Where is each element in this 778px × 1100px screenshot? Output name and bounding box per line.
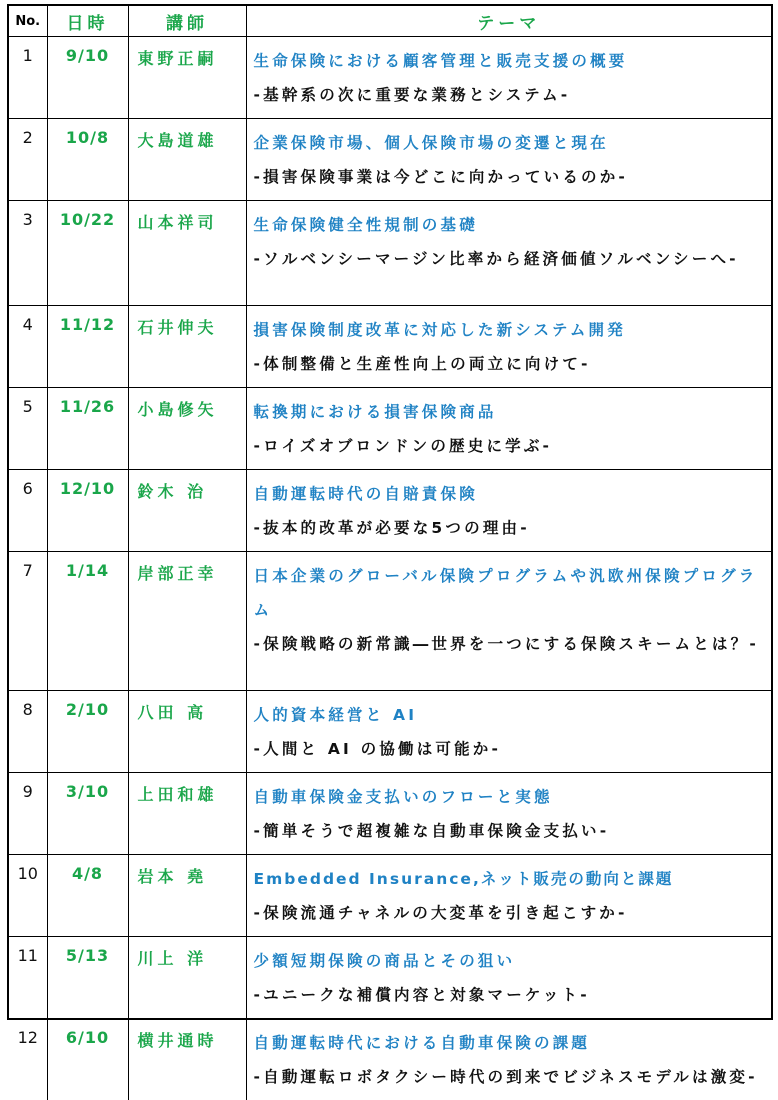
row-date: 10/22	[47, 201, 128, 306]
table-row	[9, 552, 771, 691]
row-theme	[246, 937, 771, 1019]
theme-title: 転換期における損害保険商品	[254, 395, 766, 429]
theme-subtitle: -保険戦略の新常識―世界を一つにする保険スキームとは？-	[254, 627, 766, 661]
table-row	[9, 1019, 771, 1100]
theme-title: Embedded Insurance,ネット販売の動向と課題	[254, 862, 766, 896]
row-lecturer: 山本祥司	[128, 201, 246, 306]
table-row	[9, 306, 771, 388]
theme-title: 損害保険制度改革に対応した新システム開発	[254, 313, 766, 347]
theme-title: 企業保険市場、個人保険市場の変遷と現在	[254, 126, 766, 160]
theme-title: 自動運転時代における自動車保険の課題	[254, 1026, 766, 1060]
row-lecturer: 鈴木 治	[128, 470, 246, 552]
row-date: 12/10	[47, 470, 128, 552]
row-date: 6/10	[47, 1019, 128, 1100]
header-lecturer: 講師	[128, 6, 246, 37]
row-no: 10	[9, 855, 47, 937]
row-theme	[246, 773, 771, 855]
theme-subtitle: -体制整備と生産性向上の両立に向けて-	[254, 347, 766, 381]
header-date: 日時	[47, 6, 128, 37]
row-no: 1	[9, 37, 47, 119]
row-lecturer: 上田和雄	[128, 773, 246, 855]
theme-subtitle: -ユニークな補償内容と対象マーケット-	[254, 978, 766, 1012]
row-date: 2/10	[47, 691, 128, 773]
row-theme	[246, 691, 771, 773]
row-date: 4/8	[47, 855, 128, 937]
theme-subtitle: -簡単そうで超複雑な自動車保険金支払い-	[254, 814, 766, 848]
row-no: 8	[9, 691, 47, 773]
theme-subtitle: -人間と AI の協働は可能か-	[254, 732, 766, 766]
header-no: No.	[9, 6, 47, 37]
table-row	[9, 201, 771, 306]
row-theme	[246, 119, 771, 201]
schedule-table	[9, 6, 771, 1100]
theme-subtitle: -ロイズオブロンドンの歴史に学ぶ-	[254, 429, 766, 463]
theme-subtitle: -ソルベンシーマージン比率から経済価値ソルベンシーへ-	[254, 242, 766, 276]
row-date: 10/8	[47, 119, 128, 201]
row-lecturer: 大島道雄	[128, 119, 246, 201]
theme-title: 日本企業のグローバル保険プログラムや汎欧州保険プログラム	[254, 559, 766, 627]
theme-title: 生命保険健全性規制の基礎	[254, 208, 766, 242]
lecture-schedule-sheet	[7, 4, 773, 1020]
row-no: 6	[9, 470, 47, 552]
row-lecturer: 東野正嗣	[128, 37, 246, 119]
table-row	[9, 470, 771, 552]
theme-subtitle: -基幹系の次に重要な業務とシステム-	[254, 78, 766, 112]
table-row	[9, 388, 771, 470]
table-row	[9, 37, 771, 119]
theme-subtitle: -抜本的改革が必要な5つの理由-	[254, 511, 766, 545]
row-no: 7	[9, 552, 47, 691]
row-no: 11	[9, 937, 47, 1019]
row-no: 2	[9, 119, 47, 201]
row-date: 3/10	[47, 773, 128, 855]
theme-title: 人的資本経営と AI	[254, 698, 766, 732]
row-no: 5	[9, 388, 47, 470]
row-no: 4	[9, 306, 47, 388]
header-theme: テーマ	[246, 6, 771, 37]
row-no: 3	[9, 201, 47, 306]
row-theme	[246, 552, 771, 691]
row-lecturer: 川上 洋	[128, 937, 246, 1019]
row-no: 12	[9, 1019, 47, 1100]
row-lecturer: 横井通時	[128, 1019, 246, 1100]
row-date: 11/12	[47, 306, 128, 388]
table-row	[9, 691, 771, 773]
row-lecturer: 石井伸夫	[128, 306, 246, 388]
row-date: 11/26	[47, 388, 128, 470]
table-row	[9, 855, 771, 937]
row-theme	[246, 201, 771, 306]
header-row	[9, 6, 771, 37]
row-date: 9/10	[47, 37, 128, 119]
row-theme	[246, 37, 771, 119]
row-no: 9	[9, 773, 47, 855]
theme-title: 少額短期保険の商品とその狙い	[254, 944, 766, 978]
table-row	[9, 937, 771, 1019]
row-theme	[246, 855, 771, 937]
table-row	[9, 119, 771, 201]
theme-subtitle: -損害保険事業は今どこに向かっているのか-	[254, 160, 766, 194]
theme-title: 自動車保険金支払いのフローと実態	[254, 780, 766, 814]
theme-subtitle: -自動運転ロボタクシー時代の到来でビジネスモデルは激変-	[254, 1060, 766, 1094]
row-date: 5/13	[47, 937, 128, 1019]
row-theme	[246, 388, 771, 470]
theme-subtitle: -保険流通チャネルの大変革を引き起こすか-	[254, 896, 766, 930]
row-lecturer: 小島修矢	[128, 388, 246, 470]
table-row	[9, 773, 771, 855]
theme-title: 生命保険における顧客管理と販売支援の概要	[254, 44, 766, 78]
row-theme	[246, 306, 771, 388]
row-date: 1/14	[47, 552, 128, 691]
row-lecturer: 岸部正幸	[128, 552, 246, 691]
row-theme	[246, 470, 771, 552]
theme-title: 自動運転時代の自賠責保険	[254, 477, 766, 511]
row-lecturer: 岩本 堯	[128, 855, 246, 937]
row-theme	[246, 1019, 771, 1100]
row-lecturer: 八田 高	[128, 691, 246, 773]
